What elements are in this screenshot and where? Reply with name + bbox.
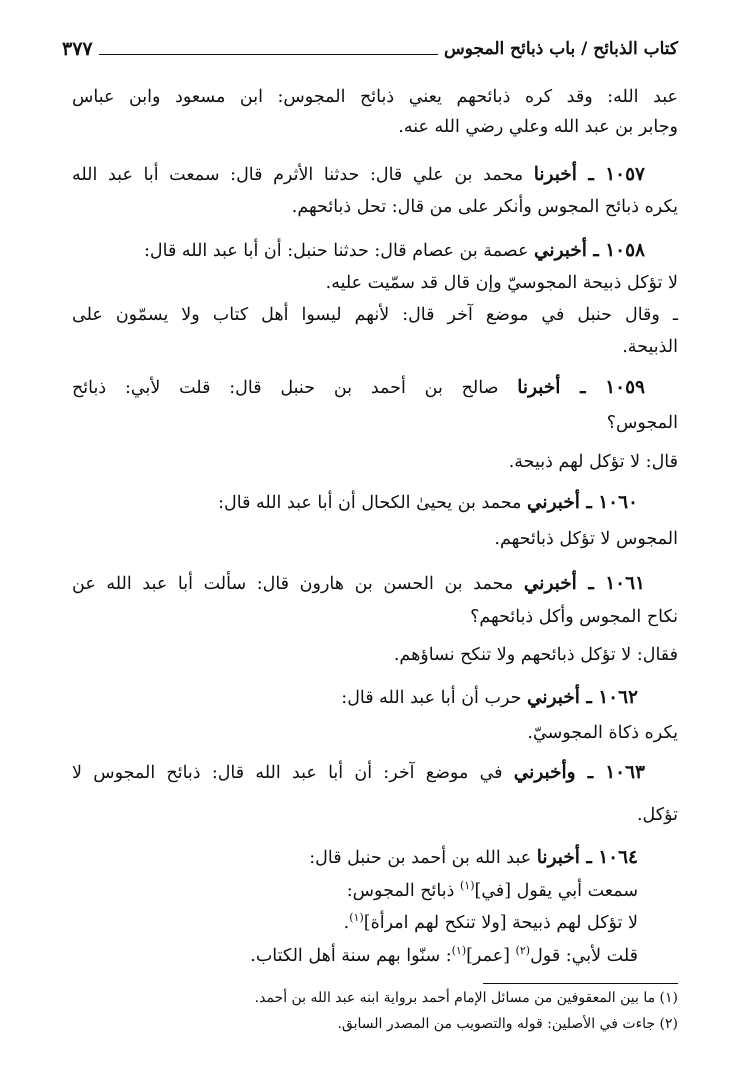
footnote-ref: (١) [459,879,475,893]
text-segment: ـ وقال حنبل في موضع آخر قال: لأنهم ليسوا أهل كتاب ولا يسمّون على [72,305,678,325]
text-line [72,160,645,190]
text-line [72,718,678,748]
text-segment: لا تؤكل لهم ذبيحة [ولا تنكح لهم امرأة] [363,913,638,933]
entry-marker: ١٠٦٣ ـ [575,762,645,783]
page-header [62,34,678,64]
text-line [72,758,645,788]
footnote-ref: (٢) [515,944,531,958]
text-segment: يكره ذكاة المجوسيّ. [527,723,678,743]
text-segment: عبد الله بن أحمد بن حنبل قال: [309,848,537,868]
footnote-separator [483,983,678,984]
entry-marker: أخبرني [527,687,580,708]
text-line [72,569,645,599]
text-segment: لا تؤكل ذبيحة المجوسيّ وإن قال قد سمّيت عليه. [325,273,678,293]
text-line [72,447,678,477]
text-segment: في موضع آخر: أن أبا عبد الله قال: ذبائح المجوس لا [72,763,514,783]
footnote-ref: (١) [349,911,364,925]
text-line [72,800,678,830]
text-segment: محمد بن علي قال: حدثنا الأثرم قال: سمعت أبا عبد الله [72,165,534,185]
text-segment: . [343,913,350,933]
footnote-ref: (١) [451,944,467,958]
text-line [72,876,638,906]
text-segment: : سنّوا بهم سنة أهل الكتاب. [250,946,452,966]
text-segment: نكاح المجوس وأكل ذبائحهم؟ [470,607,678,627]
text-line [72,332,678,362]
entry-marker: ١٠٦٢ ـ [579,687,638,708]
text-segment: يكره ذبائح المجوس وأنكر على من قال: تحل ذبائحهم. [291,197,678,217]
text-segment: الذبيحة. [622,337,678,357]
header-rule [99,54,438,55]
text-line [72,843,638,873]
text-line [72,640,678,670]
text-line [72,300,678,330]
text-line [72,112,678,142]
running-title: كتاب الذبائح / باب ذبائح المجوس [444,39,678,59]
footnote-1: (١) ما بين المعقوفين من مسائل الإمام أحمد برواية ابنه عبد الله بن أحمد. [254,990,678,1006]
text-line [72,408,678,438]
text-segment: [عمر] [466,946,516,966]
text-segment: صالح بن أحمد بن حنبل قال: قلت لأبي: ذبائح [72,378,518,398]
page-number: ٣٧٧ [62,38,93,60]
text-segment: عصمة بن عصام قال: حدثنا حنبل: أن أبا عبد الله قال: [144,241,534,261]
entry-marker: ١٠٥٨ ـ [586,240,645,261]
text-segment: حرب أن أبا عبد الله قال: [341,688,527,708]
text-line [72,488,638,518]
footnote-2: (٢) جاءت في الأصلين: قوله والتصويب من المصدر السابق. [337,1016,678,1032]
text-line [72,373,645,403]
text-segment: قلت لأبي: قول [530,946,638,966]
text-segment: المجوس لا تؤكل ذبائحهم. [494,529,678,549]
entry-marker: ١٠٥٩ ـ [560,377,645,398]
text-line [72,941,638,971]
text-line [72,268,678,298]
entry-marker: ١٠٦٠ ـ [579,492,638,513]
text-segment: ذبائح المجوس: [346,881,460,901]
text-line [72,524,678,554]
text-line [72,236,645,266]
entry-marker: أخبرنا [517,377,561,398]
entry-marker: أخبرنا [536,847,580,868]
text-segment: فقال: لا تؤكل ذبائحهم ولا تنكح نساؤهم. [393,645,678,665]
entry-marker: ١٠٥٧ ـ [576,164,645,185]
text-segment: عبد الله: وقد كره ذبائحهم يعني ذبائح المجوس: ابن مسعود وابن عباس [72,87,678,107]
text-segment: قال: لا تؤكل لهم ذبيحة. [508,452,678,472]
text-segment: محمد بن يحيىٰ الكحال أن أبا عبد الله قال: [218,493,527,513]
text-line [72,683,638,713]
entry-marker: ١٠٦١ ـ [576,573,645,594]
entry-marker: أخبرني [534,240,587,261]
entry-marker: أخبرني [527,492,580,513]
entry-marker: وأخبرني [513,762,576,783]
text-segment: محمد بن الحسن بن هارون قال: سألت أبا عبد الله عن [72,574,524,594]
entry-marker: أخبرنا [533,164,577,185]
text-line [72,82,678,112]
text-line [72,602,678,632]
text-line [72,192,678,222]
text-segment: سمعت أبي يقول [في] [474,881,638,901]
entry-marker: ١٠٦٤ ـ [579,847,638,868]
entry-marker: أخبرني [523,573,577,594]
text-segment: وجابر بن عبد الله وعلي رضي الله عنه. [398,117,678,137]
text-line [72,908,638,938]
text-segment: تؤكل. [636,805,678,825]
text-segment: المجوس؟ [606,413,678,433]
